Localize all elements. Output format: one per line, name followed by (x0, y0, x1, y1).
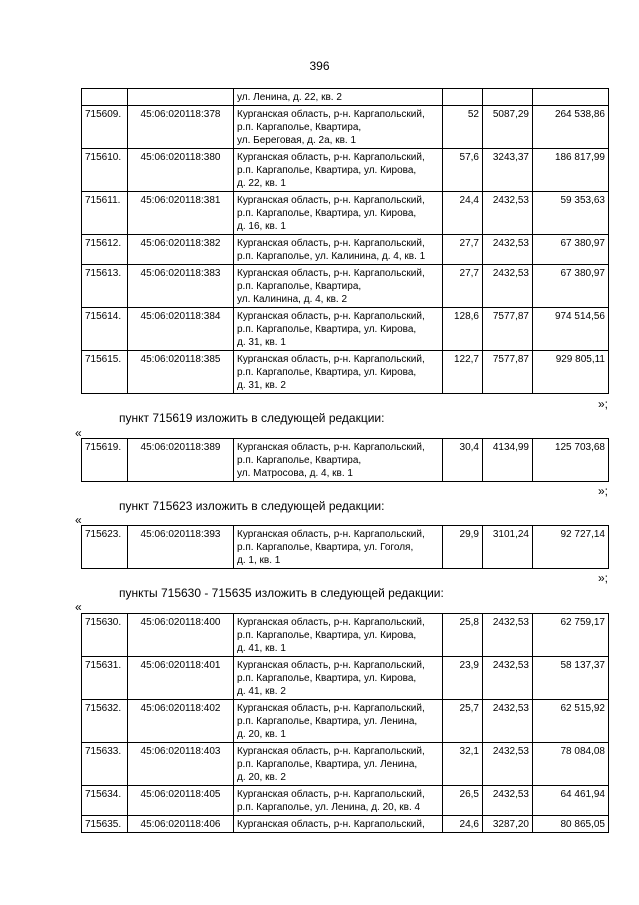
address-line: Курганская область, р-н. Каргапольский, (237, 238, 425, 249)
closing-quote: »; (598, 484, 609, 498)
address-cell (234, 235, 443, 265)
table-row (82, 308, 609, 351)
total-cell: 58 137,37 (533, 657, 609, 700)
address-line: р.п. Каргаполье, Квартира, (237, 455, 362, 466)
total-cell: 59 353,63 (533, 192, 609, 235)
address-line: Курганская область, р-н. Каргапольский, (237, 660, 425, 671)
cadastral-number-cell: 45:06:020118:402 (128, 700, 234, 743)
property-table-4 (81, 613, 609, 833)
address-line: р.п. Каргаполье, Квартира, ул. Кирова, (237, 367, 417, 378)
address-line: Курганская область, р-н. Каргапольский, (237, 746, 425, 757)
area-cell: 122,7 (443, 351, 483, 394)
address-line: р.п. Каргаполье, ул. Калинина, д. 4, кв. 1 (237, 251, 426, 262)
item-number-cell: 715610. (82, 149, 128, 192)
price-cell: 3287,20 (483, 816, 533, 833)
item-number-cell: 715615. (82, 351, 128, 394)
total-cell: 64 461,94 (533, 786, 609, 816)
address-line: Курганская область, р-н. Каргапольский, (237, 529, 425, 540)
area-cell (443, 89, 483, 106)
price-cell (483, 89, 533, 106)
area-cell: 57,6 (443, 149, 483, 192)
address-line: р.п. Каргаполье, ул. Ленина, д. 20, кв. 4 (237, 802, 421, 813)
address-line: р.п. Каргаполье, Квартира, ул. Кирова, (237, 208, 417, 219)
price-cell: 2432,53 (483, 192, 533, 235)
table-row (82, 149, 609, 192)
amendment-paragraph: пункт 715619 изложить в следующей редакции: (119, 411, 385, 425)
price-cell: 2432,53 (483, 786, 533, 816)
cadastral-number-cell: 45:06:020118:380 (128, 149, 234, 192)
cadastral-number-cell: 45:06:020118:378 (128, 106, 234, 149)
address-cell (234, 439, 443, 482)
total-cell: 125 703,68 (533, 439, 609, 482)
cadastral-number-cell: 45:06:020118:393 (128, 526, 234, 569)
cadastral-number-cell: 45:06:020118:406 (128, 816, 234, 833)
total-cell: 186 817,99 (533, 149, 609, 192)
address-line: р.п. Каргаполье, Квартира, ул. Ленина, (237, 759, 418, 770)
item-number-cell: 715612. (82, 235, 128, 265)
area-cell: 26,5 (443, 786, 483, 816)
area-cell: 52 (443, 106, 483, 149)
address-line: Курганская область, р-н. Каргапольский, (237, 617, 425, 628)
address-line: д. 31, кв. 2 (237, 380, 286, 391)
cadastral-number-cell: 45:06:020118:389 (128, 439, 234, 482)
item-number-cell: 715619. (82, 439, 128, 482)
address-line: Курганская область, р-н. Каргапольский, (237, 442, 425, 453)
cadastral-number-cell: 45:06:020118:403 (128, 743, 234, 786)
address-cell (234, 526, 443, 569)
price-cell: 2432,53 (483, 614, 533, 657)
cadastral-number-cell: 45:06:020118:382 (128, 235, 234, 265)
address-cell (234, 106, 443, 149)
table-row (82, 439, 609, 482)
area-cell: 30,4 (443, 439, 483, 482)
address-line: р.п. Каргаполье, Квартира, ул. Кирова, (237, 630, 417, 641)
total-cell: 80 865,05 (533, 816, 609, 833)
item-number-cell: 715635. (82, 816, 128, 833)
address-line: Курганская область, р-н. Каргапольский, (237, 109, 425, 120)
address-line: Курганская область, р-н. Каргапольский, (237, 789, 425, 800)
total-cell: 62 515,92 (533, 700, 609, 743)
page-number: 396 (309, 59, 330, 73)
area-cell: 25,8 (443, 614, 483, 657)
property-table-3 (81, 525, 609, 569)
area-cell: 32,1 (443, 743, 483, 786)
area-cell: 24,4 (443, 192, 483, 235)
address-line: Курганская область, р-н. Каргапольский, (237, 819, 425, 830)
address-line: Курганская область, р-н. Каргапольский, (237, 152, 425, 163)
address-line: р.п. Каргаполье, Квартира, ул. Гоголя, (237, 542, 414, 553)
price-cell: 2432,53 (483, 700, 533, 743)
address-line: р.п. Каргаполье, Квартира, ул. Ленина, (237, 716, 418, 727)
address-line: д. 31, кв. 1 (237, 337, 286, 348)
table-row (82, 816, 609, 833)
cadastral-number-cell: 45:06:020118:400 (128, 614, 234, 657)
area-cell: 29,9 (443, 526, 483, 569)
address-line: р.п. Каргаполье, Квартира, ул. Кирова, (237, 673, 417, 684)
area-cell: 27,7 (443, 265, 483, 308)
address-line: д. 16, кв. 1 (237, 221, 286, 232)
table-row (82, 526, 609, 569)
address-line: ул. Ленина, д. 22, кв. 2 (237, 92, 342, 103)
address-cell (234, 700, 443, 743)
address-cell (234, 89, 443, 106)
address-line: Курганская область, р-н. Каргапольский, (237, 311, 425, 322)
area-cell: 128,6 (443, 308, 483, 351)
table-row (82, 265, 609, 308)
address-cell (234, 265, 443, 308)
total-cell: 929 805,11 (533, 351, 609, 394)
item-number-cell: 715613. (82, 265, 128, 308)
address-line: ул. Береговая, д. 2а, кв. 1 (237, 135, 357, 146)
price-cell: 3243,37 (483, 149, 533, 192)
address-cell (234, 743, 443, 786)
price-cell: 2432,53 (483, 743, 533, 786)
area-cell: 27,7 (443, 235, 483, 265)
address-line: ул. Калинина, д. 4, кв. 2 (237, 294, 348, 305)
item-number-cell: 715634. (82, 786, 128, 816)
address-cell (234, 308, 443, 351)
amendment-paragraph: пункт 715623 изложить в следующей редакции: (119, 499, 385, 513)
table-row (82, 106, 609, 149)
address-cell (234, 192, 443, 235)
address-line: д. 20, кв. 1 (237, 729, 286, 740)
cadastral-number-cell: 45:06:020118:401 (128, 657, 234, 700)
address-line: р.п. Каргаполье, Квартира, ул. Кирова, (237, 165, 417, 176)
price-cell: 2432,53 (483, 657, 533, 700)
opening-quote: « (75, 426, 82, 440)
item-number-cell: 715623. (82, 526, 128, 569)
item-number-cell: 715632. (82, 700, 128, 743)
address-line: ул. Матросова, д. 4, кв. 1 (237, 468, 353, 479)
table-row (82, 192, 609, 235)
item-number-cell: 715614. (82, 308, 128, 351)
total-cell: 67 380,97 (533, 235, 609, 265)
table-row (82, 657, 609, 700)
cadastral-number-cell: 45:06:020118:381 (128, 192, 234, 235)
table-row (82, 89, 609, 106)
total-cell: 974 514,56 (533, 308, 609, 351)
address-line: Курганская область, р-н. Каргапольский, (237, 195, 425, 206)
total-cell (533, 89, 609, 106)
opening-quote: « (75, 513, 82, 527)
opening-quote: « (75, 600, 82, 614)
price-cell: 5087,29 (483, 106, 533, 149)
price-cell: 3101,24 (483, 526, 533, 569)
cadastral-number-cell: 45:06:020118:385 (128, 351, 234, 394)
address-line: Курганская область, р-н. Каргапольский, (237, 354, 425, 365)
item-number-cell: 715630. (82, 614, 128, 657)
price-cell: 7577,87 (483, 308, 533, 351)
area-cell: 24,6 (443, 816, 483, 833)
area-cell: 23,9 (443, 657, 483, 700)
item-number-cell: 715631. (82, 657, 128, 700)
address-line: р.п. Каргаполье, Квартира, (237, 281, 362, 292)
address-cell (234, 786, 443, 816)
cadastral-number-cell: 45:06:020118:383 (128, 265, 234, 308)
item-number-cell (82, 89, 128, 106)
item-number-cell: 715611. (82, 192, 128, 235)
table-row (82, 700, 609, 743)
price-cell: 7577,87 (483, 351, 533, 394)
total-cell: 62 759,17 (533, 614, 609, 657)
address-line: д. 22, кв. 1 (237, 178, 286, 189)
cadastral-number-cell (128, 89, 234, 106)
total-cell: 92 727,14 (533, 526, 609, 569)
table-row (82, 614, 609, 657)
area-cell: 25,7 (443, 700, 483, 743)
property-table-1 (81, 88, 609, 394)
price-cell: 4134,99 (483, 439, 533, 482)
total-cell: 78 084,08 (533, 743, 609, 786)
address-cell (234, 816, 443, 833)
table-row (82, 786, 609, 816)
closing-quote: »; (598, 397, 609, 411)
total-cell: 264 538,86 (533, 106, 609, 149)
item-number-cell: 715609. (82, 106, 128, 149)
total-cell: 67 380,97 (533, 265, 609, 308)
property-table-2 (81, 438, 609, 482)
table-row (82, 743, 609, 786)
address-cell (234, 149, 443, 192)
cadastral-number-cell: 45:06:020118:384 (128, 308, 234, 351)
address-line: д. 20, кв. 2 (237, 772, 286, 783)
amendment-paragraph: пункты 715630 - 715635 изложить в следующей редакции: (119, 586, 444, 600)
address-line: р.п. Каргаполье, Квартира, ул. Кирова, (237, 324, 417, 335)
address-line: р.п. Каргаполье, Квартира, (237, 122, 362, 133)
closing-quote: »; (598, 571, 609, 585)
address-line: д. 1, кв. 1 (237, 555, 281, 566)
address-cell (234, 351, 443, 394)
price-cell: 2432,53 (483, 235, 533, 265)
item-number-cell: 715633. (82, 743, 128, 786)
address-line: Курганская область, р-н. Каргапольский, (237, 268, 425, 279)
price-cell: 2432,53 (483, 265, 533, 308)
address-line: Курганская область, р-н. Каргапольский, (237, 703, 425, 714)
address-line: д. 41, кв. 2 (237, 686, 286, 697)
cadastral-number-cell: 45:06:020118:405 (128, 786, 234, 816)
table-row (82, 351, 609, 394)
table-row (82, 235, 609, 265)
address-cell (234, 657, 443, 700)
address-line: д. 41, кв. 1 (237, 643, 286, 654)
address-cell (234, 614, 443, 657)
